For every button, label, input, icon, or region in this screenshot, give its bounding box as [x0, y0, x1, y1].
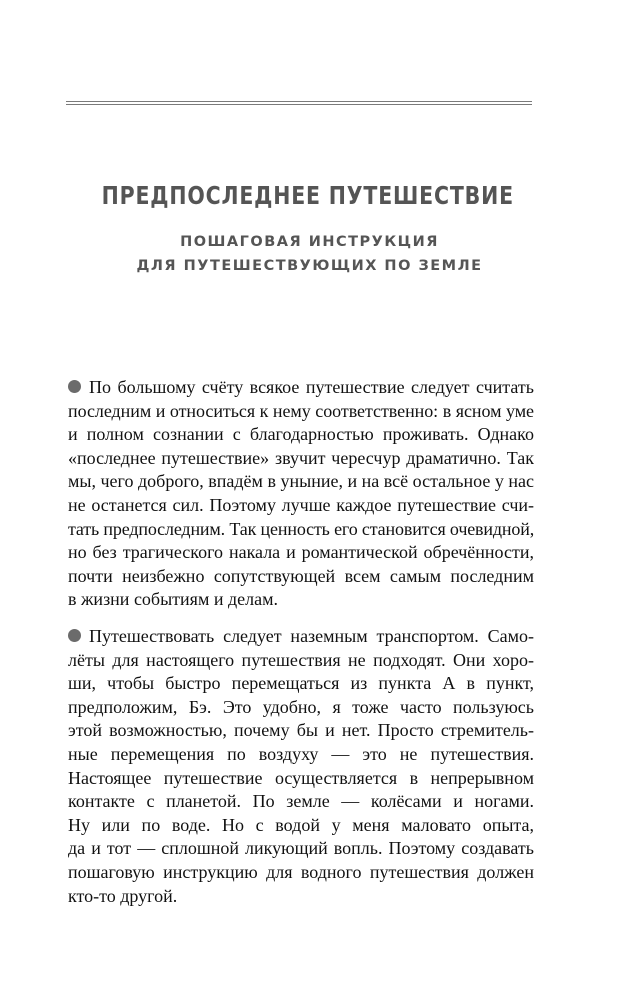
top-rule-second: [66, 104, 532, 105]
paragraph-2-line: Ну или по воде. Но с водой у меня маловато опыта,: [68, 814, 534, 835]
paragraph-2-line: ши, чтобы быстро перемещаться из пункта А в пункт,: [68, 673, 534, 694]
paragraph-2: [68, 625, 534, 908]
top-rule: [66, 101, 532, 102]
paragraph-2-line: ные перемещения по воздуху — это не путешествия.: [68, 743, 534, 764]
paragraph-2-line: кто-то другой.: [68, 885, 178, 906]
bullet-dot-icon: [68, 629, 81, 642]
paragraph-1-line: последним и относиться к нему соответственно: в ясном уме: [68, 400, 534, 421]
chapter-subtitle-line-1: ПОШАГОВАЯ ИНСТРУКЦИЯ: [180, 234, 439, 250]
paragraph-2-line-1: Путешествовать следует наземным транспортом. Само-: [68, 625, 534, 649]
paragraph-1-line-1: По большому счёту всякое путешествие следует считать: [68, 376, 534, 400]
bullet-dot-icon: [68, 380, 81, 393]
paragraph-2-line: предположим, Бэ. Это удобно, я тоже часто пользуюсь: [68, 696, 534, 717]
paragraph-2-line: пошаговую инструкцию для водного путешествия должен: [68, 861, 534, 882]
paragraph-1-line: не останется сил. Поэтому лучше каждое путешествие счи-: [68, 494, 534, 515]
paragraph-1-line: и полном сознании с благодарностью проживать. Однако: [68, 424, 534, 445]
paragraph-1-line: «последнее путешествие» звучит чересчур драматично. Так: [68, 447, 534, 468]
paragraph-1-line: в жизни событиям и делам.: [68, 589, 278, 610]
paragraph-2-line: да и тот — сплошной ликующий вопль. Поэтому создавать: [68, 838, 534, 859]
paragraph-2-line: контакте с планетой. По земле — колёсами и ногами.: [68, 791, 534, 812]
paragraph-1-line: почти неизбежно сопутствующей всем самым последним: [68, 565, 534, 586]
paragraph-1-line: но без трагического накала и романтической обречённости,: [68, 542, 534, 563]
paragraph-1-line: тать предпоследним. Так ценность его становится очевидной,: [68, 518, 535, 539]
chapter-subtitle-line-2: ДЛЯ ПУТЕШЕСТВУЮЩИХ ПО ЗЕМЛЕ: [136, 258, 483, 274]
paragraph-2-line: лёты для настоящего путешествия не подходят. Они хоро-: [68, 649, 534, 670]
paragraph-2-line: этой возможностью, почему бы и нет. Просто стремитель-: [68, 720, 534, 741]
paragraph-1-line: мы, чего доброго, впадём в уныние, и на всё остальное у нас: [68, 471, 534, 492]
paragraph-1: [68, 376, 534, 612]
chapter-title: ПРЕДПОСЛЕДНЕЕ ПУТЕШЕСТВИЕ: [101, 181, 514, 210]
paragraph-2-line: Настоящее путешествие осуществляется в непрерывном: [68, 767, 534, 788]
